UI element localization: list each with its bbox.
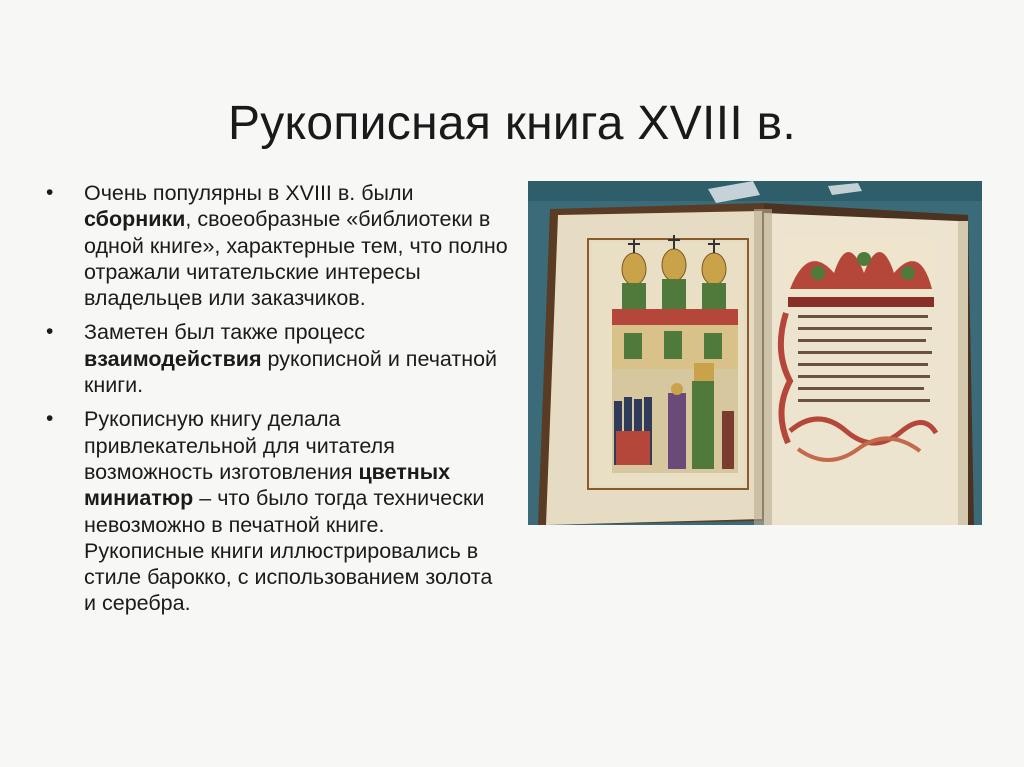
bullet-text: Очень популярны в XVIII в. были [84, 181, 414, 205]
bullet-item [40, 180, 510, 311]
bullet-item [40, 319, 510, 398]
slide-title: Рукописная книга XVIII в. [227, 97, 797, 151]
bullet-text: Заметен был также процесс [84, 320, 366, 345]
manuscript-book-photo [528, 181, 982, 525]
bullet-text: рукописной и печатной книги. [84, 346, 498, 398]
bullet-marker: • [46, 320, 54, 344]
bullet-marker: • [46, 407, 54, 431]
bullet-text-bold: взаимодействия [84, 346, 262, 371]
bullet-text: – что было тогда технически невозможно в печатной книге. Рукописные книги иллюстрировались в стиле барокко, с использованием золота и серебра. [84, 486, 493, 616]
open-book-illustration [528, 181, 982, 525]
bullet-list [40, 180, 510, 625]
bullet-text-bold: сборники [84, 207, 186, 232]
bullet-marker: • [46, 181, 54, 204]
bullet-text: , своеобразные «библиотеки в одной книге», характерные тем, что полно отражали читательские интересы владельцев или заказчиков. [84, 207, 508, 311]
bullet-text: Рукописную книгу делала привлекательной для читателя возможность изготовления [84, 407, 395, 484]
bullet-text-bold: цветных миниатюр [84, 459, 451, 511]
bullet-item [40, 406, 510, 616]
